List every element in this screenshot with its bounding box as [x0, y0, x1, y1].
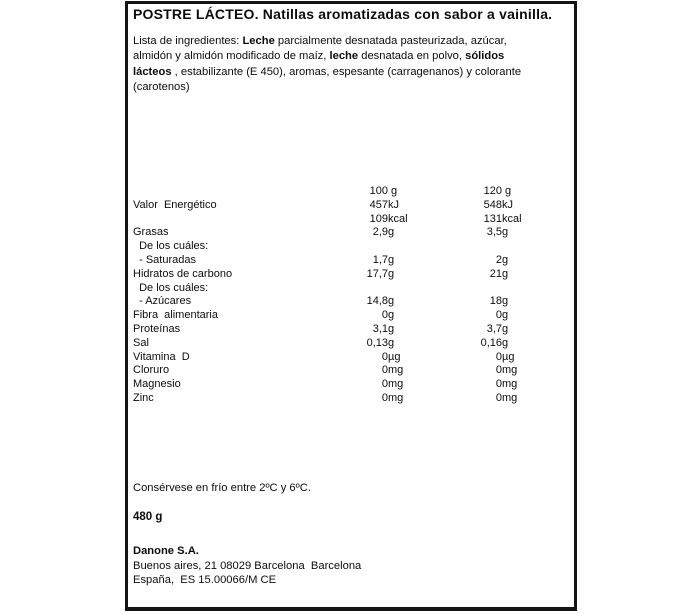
- nutrition-label: Proteínas: [133, 322, 181, 335]
- manufacturer-address-line2: España, ES 15.00066/M CE: [133, 574, 277, 586]
- nutrition-row: [133, 199, 542, 213]
- nutrition-label: [133, 213, 328, 227]
- nutrition-label: Grasas: [133, 226, 169, 239]
- nutrition-value-100g-unit: kJ: [388, 198, 399, 211]
- nutrition-value-120g-number: 18: [489, 295, 502, 308]
- nutrition-value-120g-unit: g: [502, 267, 509, 280]
- nutrition-value-120g-unit: kcal: [502, 212, 522, 225]
- manufacturer-name: Danone S.A.: [133, 545, 199, 557]
- nutrition-value-100g-unit: g: [388, 185, 398, 197]
- nutrition-row: [133, 392, 542, 406]
- nutrition-value-100g-unit: g: [388, 295, 395, 308]
- nutrition-row: [133, 364, 542, 378]
- nutrition-value-120g-number: 21: [489, 267, 502, 280]
- nutrition-label: Zinc: [133, 391, 154, 404]
- nutrition-row: [133, 213, 542, 227]
- nutrition-label: Magnesio: [133, 378, 181, 391]
- manufacturer-block: [133, 544, 361, 588]
- nutrition-value-100g-unit: [388, 282, 430, 296]
- nutrition-value-120g-unit: [502, 282, 542, 296]
- nutrition-value-100g-number: 0: [381, 350, 388, 363]
- storage-instructions: Consérvese en frío entre 2ºC y 6ºC.: [133, 482, 311, 494]
- nutrition-value-100g-number: 0,13: [366, 336, 388, 349]
- nutrition-value-100g-number: 100: [369, 185, 388, 197]
- nutrition-value-100g-number: 3,1: [372, 322, 388, 335]
- nutrition-row: [133, 351, 542, 365]
- manufacturer-address-line1: Buenos aires, 21 08029 Barcelona Barcelona: [133, 559, 362, 572]
- nutrition-value-100g-unit: g: [388, 309, 395, 322]
- nutrition-value-120g-number: 2: [495, 253, 502, 266]
- nutrition-label: - Azúcares: [133, 295, 192, 308]
- nutrition-value-100g-number: 17,7: [366, 267, 388, 280]
- nutrition-value-120g-unit: g: [502, 226, 509, 239]
- ingredients-line: almidón y almidón modificado de maíz, leche desnatada en polvo, sólidos: [133, 50, 505, 63]
- nutrition-value-120g-number: 0: [495, 309, 502, 322]
- nutrition-label: Hidratos de carbono: [133, 267, 233, 280]
- nutrition-value-120g-unit: mg: [502, 364, 518, 377]
- nutrition-value-120g-number: 0: [495, 364, 502, 377]
- ingredients-line: lácteos , estabilizante (E 450), aromas, espesante (carragenanos) y colorante: [133, 65, 522, 78]
- nutrition-value-120g-number: 0: [495, 378, 502, 391]
- nutrition-value-100g-number: 109: [369, 212, 388, 225]
- label-border-box: [125, 1, 577, 611]
- product-title: POSTRE LÁCTEO. Natillas aromatizadas con sabor a vainilla.: [133, 6, 553, 22]
- nutrition-value-120g-number: 0: [495, 391, 502, 404]
- nutrition-value-100g-number: [328, 240, 388, 254]
- nutrition-value-100g-unit: mg: [388, 378, 404, 391]
- nutrition-value-120g-unit: mg: [502, 378, 518, 391]
- nutrition-row: [133, 323, 542, 337]
- nutrition-value-120g-unit: kJ: [502, 198, 513, 211]
- nutrition-value-100g-unit: [388, 240, 430, 254]
- nutrition-value-100g-number: 0: [381, 309, 388, 322]
- nutrition-row: [133, 226, 542, 240]
- nutrition-label: Valor Energético: [133, 198, 217, 211]
- nutrition-row: [133, 240, 542, 254]
- nutrition-row: [133, 378, 542, 392]
- nutrition-value-100g-unit: kcal: [388, 212, 408, 225]
- nutrition-label: Vitamina D: [133, 350, 190, 363]
- nutrition-value-100g-number: 0: [381, 391, 388, 404]
- nutrition-value-100g-unit: g: [388, 253, 395, 266]
- nutrition-value-100g-unit: g: [388, 322, 395, 335]
- nutrition-value-120g-unit: g: [502, 336, 509, 349]
- nutrition-value-120g-unit: g: [502, 185, 512, 197]
- nutrition-row: [133, 268, 542, 282]
- ingredients-text: [133, 34, 521, 95]
- nutrition-value-120g-unit: g: [502, 309, 509, 322]
- nutrition-value-120g-number: 120: [483, 185, 502, 197]
- nutrition-label: De los cuáles:: [133, 240, 209, 253]
- nutrition-value-120g-unit: g: [502, 295, 509, 308]
- nutrition-label: De los cuáles:: [133, 281, 209, 294]
- nutrition-value-100g-unit: g: [388, 226, 395, 239]
- nutrition-value-120g-number: [430, 282, 502, 296]
- nutrition-value-120g-number: 0: [495, 350, 502, 363]
- nutrition-value-120g-number: 548: [483, 198, 502, 211]
- nutrition-label: Fibra alimentaria: [133, 309, 218, 322]
- nutrition-value-120g-number: 3,7: [486, 322, 502, 335]
- nutrition-value-120g-number: 0,16: [480, 336, 502, 349]
- ingredients-line: (carotenos): [133, 80, 190, 93]
- nutrition-value-100g-number: 2,9: [372, 226, 388, 239]
- nutrition-row: [133, 309, 542, 323]
- nutrition-value-120g-number: 3,5: [486, 226, 502, 239]
- nutrition-value-100g-number: 1,7: [372, 253, 388, 266]
- nutrition-table: [133, 185, 542, 406]
- net-weight: 480 g: [133, 511, 163, 523]
- nutrition-row: [133, 185, 542, 199]
- nutrition-value-100g-number: 0: [381, 364, 388, 377]
- nutrition-label: Sal: [133, 336, 149, 349]
- nutrition-value-120g-unit: µg: [502, 350, 515, 363]
- nutrition-value-100g-unit: µg: [388, 350, 401, 363]
- nutrition-value-120g-unit: mg: [502, 391, 518, 404]
- nutrition-value-120g-number: 131: [483, 212, 502, 225]
- nutrition-value-100g-number: [328, 282, 388, 296]
- nutrition-value-120g-unit: g: [502, 253, 509, 266]
- nutrition-value-120g-number: [430, 240, 502, 254]
- nutrition-label: - Saturadas: [133, 253, 196, 266]
- nutrition-value-120g-unit: g: [502, 322, 509, 335]
- nutrition-value-100g-unit: mg: [388, 391, 404, 404]
- nutrition-value-100g-unit: g: [388, 336, 395, 349]
- nutrition-row: [133, 254, 542, 268]
- ingredients-line: Lista de ingredientes: Leche parcialmente desnatada pasteurizada, azúcar,: [133, 35, 507, 47]
- nutrition-value-100g-unit: mg: [388, 364, 404, 377]
- nutrition-value-120g-unit: [502, 240, 542, 254]
- nutrition-row: [133, 282, 542, 296]
- nutrition-label: [133, 185, 328, 199]
- nutrition-value-100g-number: 14,8: [366, 295, 388, 308]
- nutrition-row: [133, 337, 542, 351]
- nutrition-value-100g-number: 457: [369, 198, 388, 211]
- nutrition-row: [133, 295, 542, 309]
- nutrition-value-100g-unit: g: [388, 267, 395, 280]
- nutrition-label: Cloruro: [133, 364, 170, 377]
- nutrition-value-100g-number: 0: [381, 378, 388, 391]
